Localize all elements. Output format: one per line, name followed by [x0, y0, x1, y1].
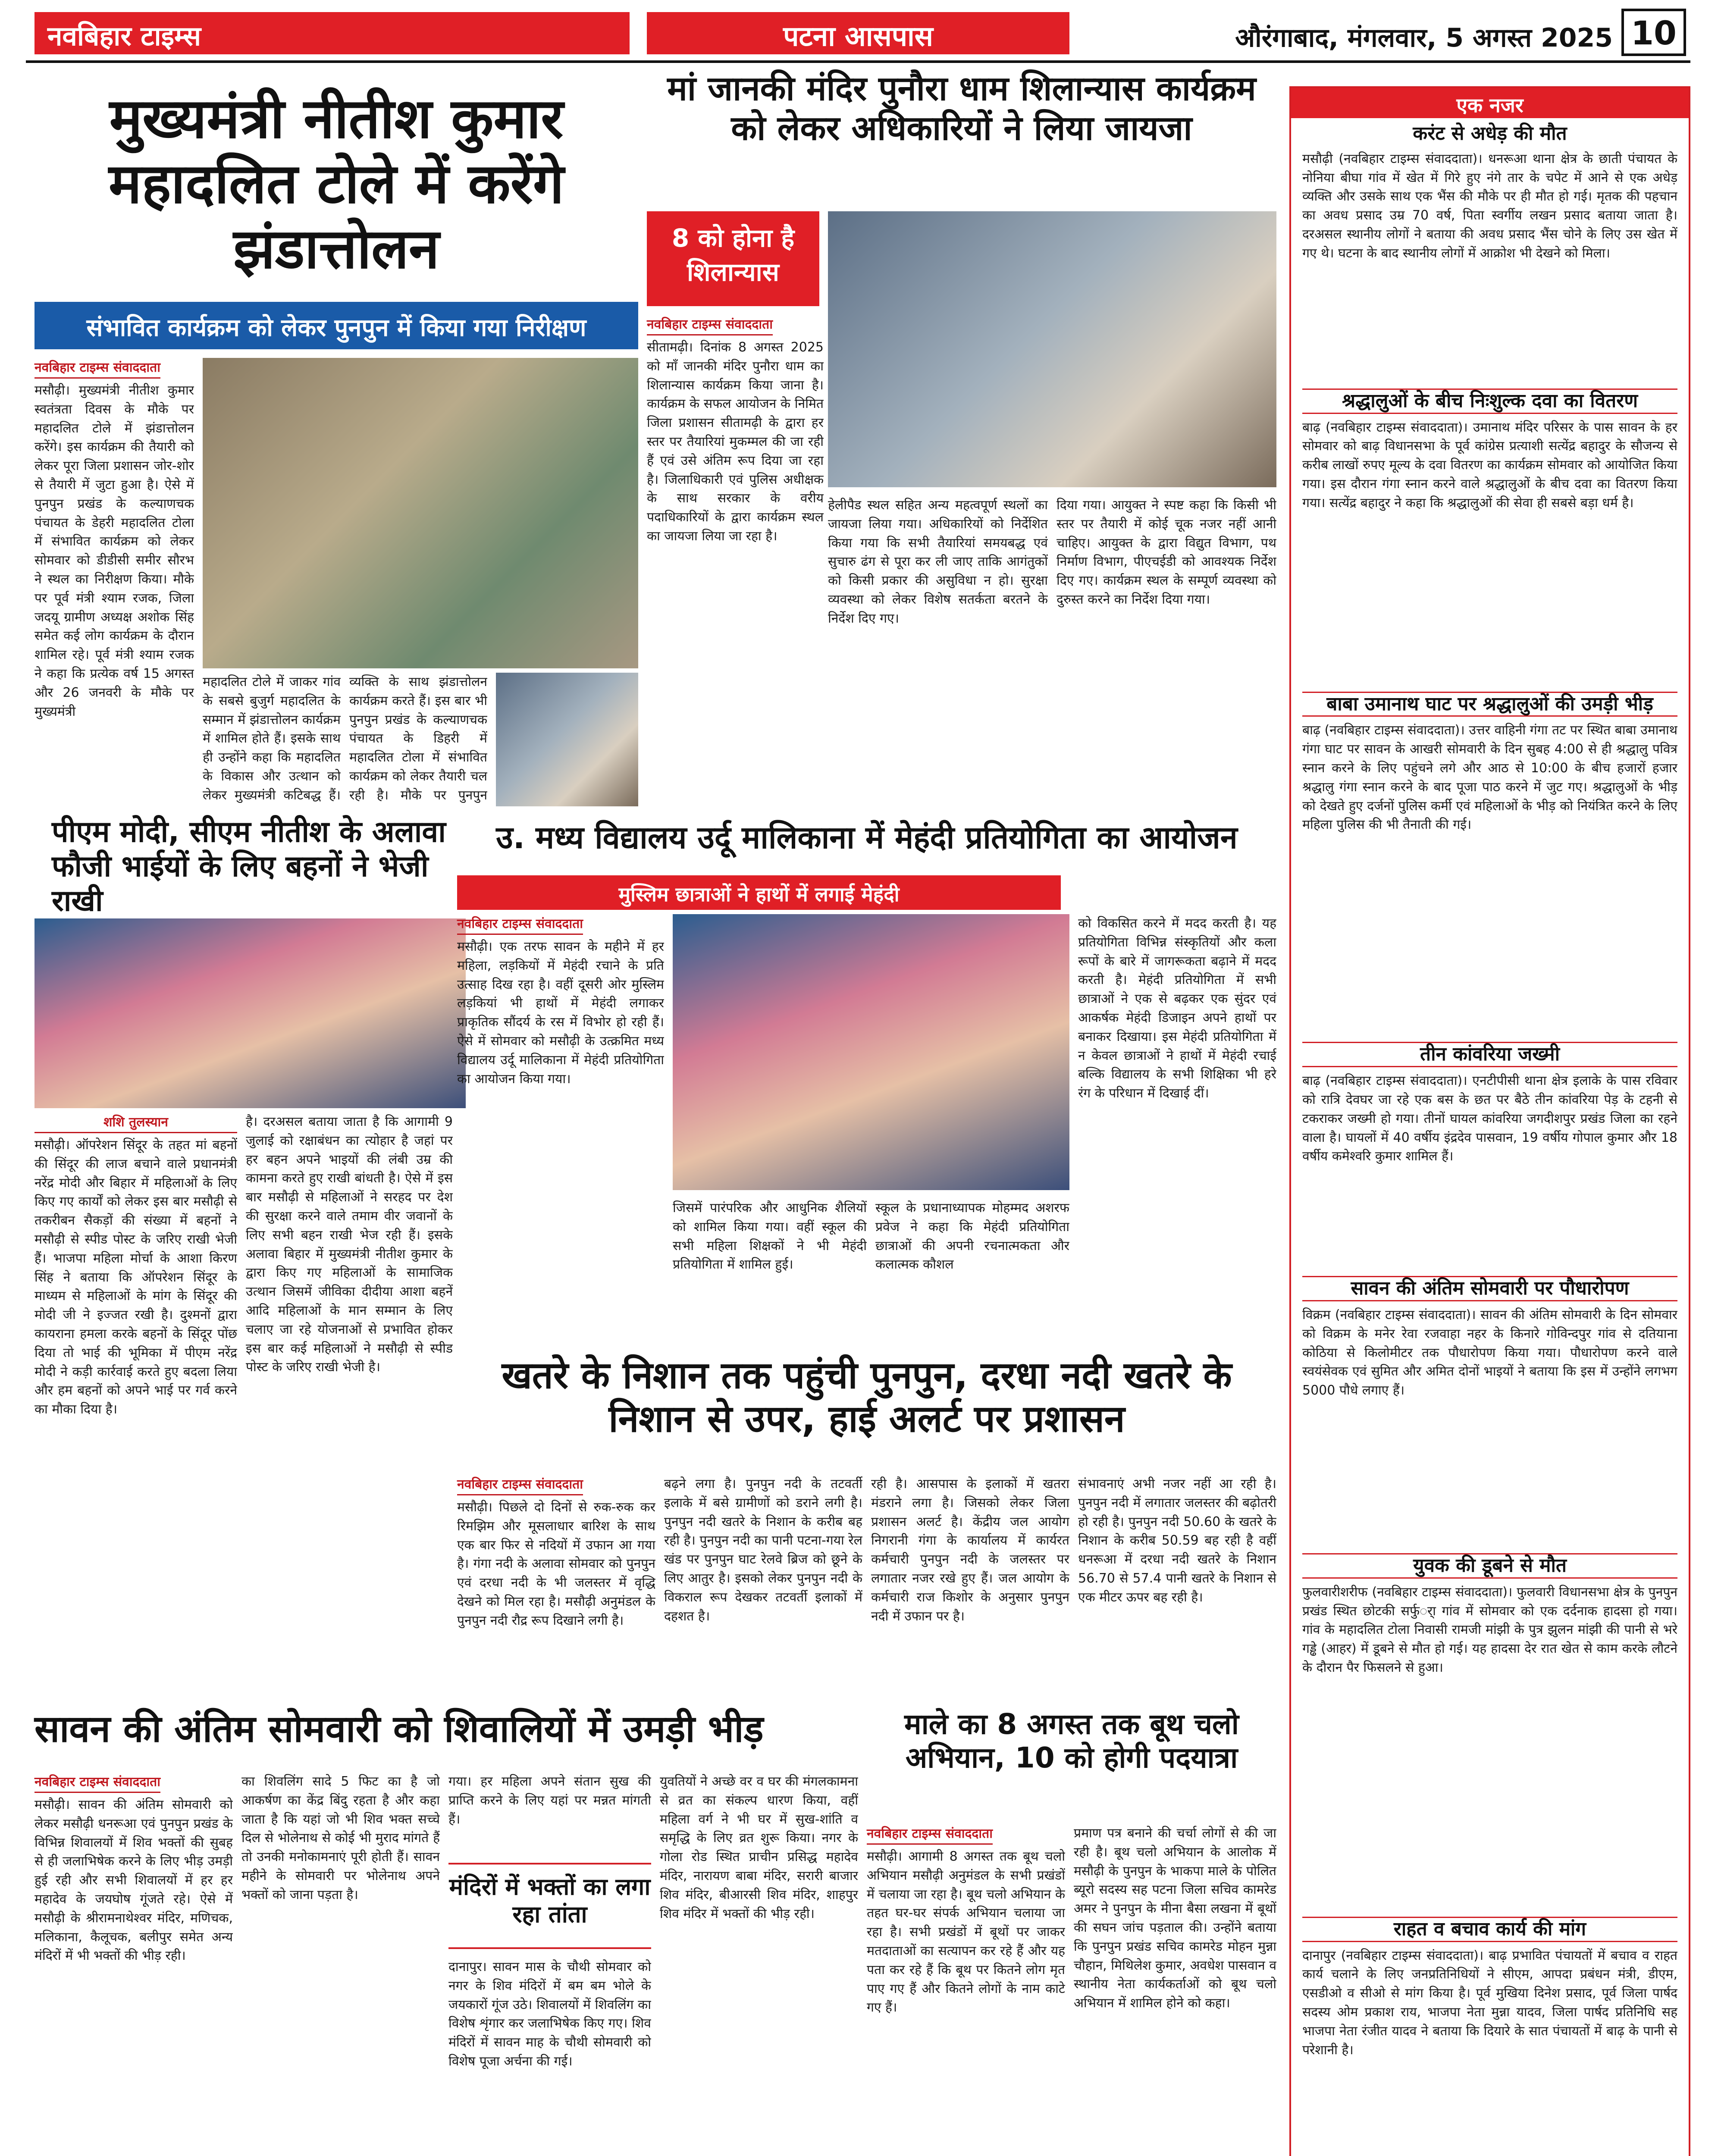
sidebar-item-4-body: विक्रम (नवबिहार टाइम्स संवाददाता)। सावन की अंतिम सोमवारी के दिन सोमवार को विक्रम के मनेर रेवा रजवाहा नहर के किनारे गोविन्दपुर गांव से दतियाना कोठिया से किलोमीटर तक पौधारोपण किया गया। पौधारोपण करने वाले स्वयंसेवक एवं सुमित और अमित दोनों भाइयों ने बताया कि इस में उन्होंने लगभग 5000 पौधे लगाए हैं। — [1302, 1307, 1677, 1398]
masthead-rule — [26, 60, 1690, 63]
article3-body1: सीतामढ़ी। दिनांक 8 अगस्त 2025 को माँ जानकी मंदिर पुनौरा धाम का शिलान्यास कार्यक्रम किया जाना है। कार्यक्रम के सफल आयोजन के निमित जिला प्रशासन सीतामढ़ी के द्वारा हर स्तर पर तैयारियां मुकम्मल की जा रही हैं एवं उसे अंतिम रूप दिया जा रहा है। जिलाधिकारी एवं पुलिस अधीक्षक के साथ सरकार के वरीय पदाधिकारियों के द्वारा कार्यक्रम स्थल का जायजा लिया जा रहा है। — [647, 340, 824, 544]
article5-col1 — [457, 1475, 655, 1699]
article4-body2: जिसमें पारंपरिक और आधुनिक शैलियों को शामिल किया गया। वहीं स्कूल की सभी महिला शिक्षकों ने भी मेहंदी प्रतियोगिता में शामिल हुई। — [673, 1200, 867, 1272]
article6-body3: गया। हर महिला अपने संतान सुख की प्राप्ति करने के लिए यहां पर मन्नत मांगती हैं। — [448, 1774, 651, 1827]
article6-headline: सावन की अंतिम सोमवारी को शिवालियों में उमड़ी भीड़ — [34, 1708, 764, 1751]
paper-name: नवबिहार टाइम्स — [34, 12, 630, 54]
article4-col1 — [457, 914, 664, 1337]
article6-inset-headline: मंदिरों में भक्तों का लगा रहा तांता — [448, 1863, 651, 1949]
sidebar-item-0-title: करंट से अधेड़ की मौत — [1413, 122, 1567, 144]
article7-headline: माले का 8 अगस्त तक बूथ चलो अभियान, 10 को होगी पदयात्रा — [904, 1708, 1239, 1774]
article6-byline: नवबिहार टाइम्स संवाददाता — [34, 1772, 160, 1793]
article1-headline: मुख्यमंत्री नीतीश कुमार महादलित टोले में करेंगे झंडात्तोलन — [109, 87, 564, 282]
article4-body3: स्कूल के प्रधानाध्यापक मोहम्मद अशरफ प्रवेज ने कहा कि मेहंदी प्रतियोगिता छात्राओं की अपनी रचनात्मकता और कलात्मक कौशल — [875, 1200, 1069, 1272]
sidebar-item-4-title: सावन की अंतिम सोमवारी पर पौधारोपण — [1302, 1276, 1677, 1301]
article3-photo — [828, 211, 1276, 487]
article4-headline: उ. मध्य विद्यालय उर्दू मालिकाना में मेहंदी प्रतियोगिता का आयोजन — [496, 819, 1238, 856]
article6-body5: युवतियों ने अच्छे वर व घर की मंगलकामना से व्रत का संकल्प धारण किया, वहीं महिला वर्ग ने भी घर में सुख-शांति व समृद्धि के लिए व्रत शुरू किया। नगर के गोला रोड स्थित प्राचीन प्रसिद्ध महादेव मंदिर, नारायण बाबा मंदिर, सरारी बाजार शिव मंदिर, बीआरसी शिव मंदिर, शाहपुर शिव मंदिर में भक्तों की भीड़ रही। — [660, 1774, 858, 1921]
article1-col1 — [34, 358, 194, 806]
sidebar-item-1-body: बाढ़ (नवबिहार टाइम्स संवाददाता)। उमानाथ मंदिर परिसर के पास सावन के हर सोमवार को बाढ़ विधानसभा के पूर्व कांग्रेस प्रत्याशी सत्येंद्र बहादुर के सौजन्य से करीब लाखों रुपए मूल्य के दवा वितरण का कार्यक्रम सोमवार को आयोजित किया गया। इस दौरान गंगा स्नान करने वाले श्रद्धालुओं के बीच दवा का वितरण किया गया। सत्येंद्र बहादुर ने कहा कि श्रद्धालुओं की सेवा ही सबसे बड़ा धर्म है। — [1302, 420, 1677, 511]
article2-photo — [34, 918, 466, 1108]
article1-photo — [203, 358, 638, 668]
sidebar-item-2-body: बाढ़ (नवबिहार टाइम्स संवाददाता)। उत्तर वाहिनी गंगा तट पर स्थित बाबा उमानाथ गंगा घाट पर सावन के आखरी सोमवारी के दिन सुबह 4:00 से ही श्रद्धालु पवित्र स्नान करने के लिए पहुंचने लगे और आठ से 10:00 के बीच हजारों हजार श्रद्धालु गंगा स्नान करने के बाद पूजा पाठ करने में जुट गए। श्रद्धालुओं के भीड़ को देखते हुए दर्जनों पुलिस कर्मी एवं महिलाओं के भीड़ को नियंत्रित करने के लिए महिला पुलिस की भी तैनाती की गई। — [1302, 723, 1677, 833]
article5-body1: मसौढ़ी। पिछले दो दिनों से रुक-रुक कर रिमझिम और मूसलाधार बारिश के साथ एक बार फिर से नदियों में उफान आ गया है। गंगा नदी के अलावा सोमवार को पुनपुन एवं दरधा नदी के भी जलस्तर में वृद्धि देखने को मिल रहा है। मसौढ़ी अनुमंडल के पुनपुन नदी रौद्र रूप दिखाने लगी है। — [457, 1500, 655, 1628]
sidebar-item-1-title: श्रद्धालुओं के बीच निःशुल्क दवा का वितरण — [1302, 389, 1677, 414]
article7-body1: मसौढ़ी। आगामी 8 अगस्त तक बूथ चलो अभियान मसौढ़ी अनुमंडल के सभी प्रखंडों में चलाया जा रहा है। बूथ चलो अभियान के तहत घर-घर संपर्क अभियान चलाया जा रहा है। सभी प्रखंडों में बूथों पर जाकर मतदाताओं का सत्यापन कर रहे हैं और यह पता कर रहे हैं कि बूथ पर कितने लोग मृत पाए गए हैं और कितने लोगों के नाम काटे गए हैं। — [867, 1849, 1065, 2015]
sidebar-title: एक नजर — [1291, 88, 1689, 118]
sidebar-item-6-body: दानापुर (नवबिहार टाइम्स संवाददाता)। बाढ़ प्रभावित पंचायतों में बचाव व राहत कार्य चलाने के लिए जनप्रतिनिधियों ने सीएम, आपदा प्रबंधन मंत्री, डीएम, एसडीओ व सीओ से मांग किया है। पूर्व मुखिया दिनेश प्रसाद, पूर्व जिला पार्षद सदस्य ओम प्रकाश राय, भाजपा नेता मुन्ना यादव, जिला पार्षद प्रतिनिधि सह भाजपा नेता रंजीत यादव ने बताया कि दियारे के सात पंचायतों में बाढ़ के पानी से परेशानी है। — [1302, 1948, 1677, 2058]
article4-subhead: मुस्लिम छात्राओं ने हाथों में लगाई मेहंदी — [457, 875, 1061, 910]
article2-byline: शशि तुलस्यान — [34, 1112, 237, 1133]
dateline: औरंगाबाद, मंगलवार, 5 अगस्त 2025 — [1235, 23, 1613, 53]
article4-body1: मसौढ़ी। एक तरफ सावन के महीने में हर महिला, लड़कियों में मेहंदी रचाने के प्रति उत्साह दिख रहा है। वहीं दूसरी ओर मुस्लिम लड़कियां भी हाथों में मेहंदी लगाकर प्राकृतिक सौंदर्य के रस में विभोर हो रही हैं। ऐसे में सोमवार को मसौढ़ी के उत्क्रमित मध्य विद्यालय उर्दू मालिकाना में मेहंदी प्रतियोगिता का आयोजन किया गया। — [457, 939, 664, 1087]
article5-body2: बढ़ने लगा है। पुनपुन नदी के तटवर्ती इलाके में बसे ग्रामीणों को डराने लगी है। पुनपुन नदी खतरे के निशान के करीब बह रही है। पुनपुन नदी का पानी पटना-गया रेल खंड पर पुनपुन घाट रेलवे ब्रिज को छूने के लिए आतुर है। इसको लेकर पुनपुन नदी के विकराल रूप देखकर तटवर्ती इलाकों में दहशत है। — [664, 1476, 862, 1624]
article1-byline: नवबिहार टाइम्स संवाददाता — [34, 358, 160, 379]
sidebar-item-5-title: युवक की डूबने से मौत — [1302, 1553, 1677, 1579]
article3-body3: दिया गया। आयुक्त ने स्पष्ट कहा कि किसी भी स्तर पर तैयारी में कोई चूक नजर नहीं आनी चाहिए। आयुक्त के द्वारा विद्युत विभाग, पथ निर्माण विभाग, पीएचईडी को आवश्यक निर्देश दिए गए। कार्यक्रम स्थल के सम्पूर्ण व्यवस्था को दुरुस्त करने का निर्देश दिया गया। — [1057, 498, 1276, 607]
article7-col1 — [867, 1824, 1065, 2156]
article1-body2: महादलित टोले में जाकर गांव के सबसे बुजुर्ग महादलित के सम्मान में झंडात्तोलन कार्यक्रम में शामिल होते हैं। इसके साथ ही उन्होंने कहा कि महादलित के विकास और उत्थान को लेकर मुख्यमंत्री कटिबद्ध हैं। — [203, 674, 341, 803]
article2-headline: पीएम मोदी, सीएम नीतीश के अलावा फौजी भाईयों के लिए बहनों ने भेजी राखी — [52, 815, 446, 918]
article5-headline: खतरे के निशान तक पहुंची पुनपुन, दरधा नदी खतरे के निशान से उपर, हाई अलर्ट पर प्रशासन — [502, 1354, 1232, 1441]
article3-kicker: 8 को होना है शिलान्यास — [647, 211, 819, 306]
article6-body2: का शिवलिंग सादे 5 फिट का है जो आकर्षण का केंद्र बिंदु रहता है और कहा जाता है कि यहां जो भी शिव भक्त सच्चे दिल से भोलेनाथ से कोई भी मुराद मांगते हैं तो उनकी मनोकामनाएं पूरी होती हैं। सावन महीने के सोमवारी पर भोलेनाथ अपने भक्तों को जाना पड़ता है। — [241, 1774, 440, 1902]
article4-body4: को विकसित करने में मदद करती है। यह प्रतियोगिता विभिन्न संस्कृतियों और कला रूपों के बारे में जागरूकता बढ़ाने में मदद करती है। मेहंदी प्रतियोगिता में सभी छात्राओं ने एक से बढ़कर एक सुंदर एवं आकर्षक मेहंदी डिजाइन अपने हाथों पर बनाकर दिखाया। इस मेहंदी प्रतियोगिता में न केवल छात्राओं ने हाथों में मेहंदी रचाई बल्कि विद्यालय के सभी शिक्षिका भी हरे रंग के परिधान में दिखाई दीं। — [1078, 916, 1276, 1101]
article1-subhead: संभावित कार्यक्रम को लेकर पुनपुन में किया गया निरीक्षण — [34, 302, 638, 349]
article3-body2: हेलीपैड स्थल सहित अन्य महत्वपूर्ण स्थलों का जायजा लिया गया। अधिकारियों को निर्देशित किया गया कि सभी तैयारियां समयबद्ध एवं सुचारु ढंग से पूरा कर ली जाए ताकि आगंतुकों को किसी प्रकार की असुविधा न हो। सुरक्षा व्यवस्था को लेकर विशेष सतर्कता बरतने के निर्देश दिए गए। — [828, 498, 1048, 626]
article7-body2: प्रमाण पत्र बनाने की चर्चा लोगों से की जा रही है। बूथ चलो अभियान के आलोक में मसौढ़ी के पुनपुन के भाकपा माले के पोलित ब्यूरो सदस्य सह पटना जिला सचिव कामरेड अमर ने पुनपुन के मीना बैसा लखना में बूथों की सघन जांच पड़ताल की। उन्होंने बताया कि पुनपुन प्रखंड सचिव कामरेड मोहन मुन्ना चौहान, मिथिलेश कुमार, अवधेश पासवान व स्थानीय नेता कार्यकर्ताओं को बूथ चलो अभियान में शामिल होने को कहा। — [1074, 1826, 1276, 2011]
article1-photo-small — [496, 673, 638, 806]
article6-col1 — [34, 1772, 233, 2156]
page-number: 10 — [1621, 9, 1686, 56]
sidebar-item-3-body: बाढ़ (नवबिहार टाइम्स संवाददाता)। एनटीपीसी थाना क्षेत्र इलाके के पास रविवार को रात्रि देवघर जा रहे एक बस के छत पर बैठे तीन कांवरिया पेड़ के टहनी से टकराकर जख्मी हो गया। तीनों घायल कांवरिया जगदीशपुर प्रखंड जिला का रहने वाला है। घायलों में 40 वर्षीय इंद्रदेव पासवान, 19 वर्षीय गोपाल कुमार और 18 वर्षीय कमेश्वरि कुमार शामिल हैं। — [1302, 1073, 1677, 1164]
sidebar-item-3-title: तीन कांवरिया जख्मी — [1302, 1042, 1677, 1067]
section-title: पटना आसपास — [647, 12, 1069, 54]
article2-body1: मसौढ़ी। ऑपरेशन सिंदूर के तहत मां बहनों की सिंदूर की लाज बचाने वाले प्रधानमंत्री नरेंद्र मोदी और बिहार में महिलाओं के लिए किए गए कार्यों को लेकर इस बार मसौढ़ी से तकरीबन सैकड़ों की संख्या में बहनों ने मसौढ़ी से स्पीड पोस्ट के जरिए राखी भेजी हैं। भाजपा महिला मोर्चा के आशा किरण सिंह ने बताया कि ऑपरेशन सिंदूर के माध्यम से महिलाओं के मांग के सिंदूर की मोदी जी ने इज्जत रखी है। दुश्मनों द्वारा कायराना हमला करके बहनों के सिंदूर पोंछ दिया तो भाई की भूमिका में पीएम नरेंद्र मोदी ने कड़ी कार्रवाई करते हुए बदला लिया और हम बहनों को अपने भाई पर गर्व करने का मौका दिया है। — [34, 1138, 237, 1417]
sidebar-item-2-title: बाबा उमानाथ घाट पर श्रद्धालुओं की उमड़ी भीड़ — [1302, 692, 1677, 717]
article4-photo — [673, 914, 1069, 1190]
article5-byline: नवबिहार टाइम्स संवाददाता — [457, 1475, 583, 1495]
article2-body2: है। दरअसल बताया जाता है कि आगामी 9 जुलाई को रक्षाबंधन का त्योहार है जहां पर हर बहन अपने भाइयों की लंबी उम्र की कामना करते हुए राखी बांधती है। ऐसे में इस बार मसौढ़ी से महिलाओं ने सरहद पर देश की सुरक्षा करने वाले तमाम वीर जवानों के लिए सभी बहन राखी भेज रही हैं। इसके अलावा बिहार में मुख्यमंत्री नीतीश कुमार के द्वारा किए गए महिलाओं के सामाजिक उत्थान जिसमें जीविका दीदीया आशा बहनें आदि महिलाओं के मान सम्मान के लिए चलाए जा रहे योजनाओं से प्रभावित होकर इस बार कई महिलाओं ने मसौढ़ी से स्पीड पोस्ट के जरिए राखी भेजी है। — [246, 1114, 453, 1375]
article6-body1: मसौढ़ी। सावन की अंतिम सोमवारी को लेकर मसौढ़ी धनरूआ एवं पुनपुन प्रखंड के विभिन्न शिवालयों में शिव भक्तों की सुबह से ही जलाभिषेक करने के लिए भीड़ उमड़ी हुई रही और सभी शिवालयों में हर हर महादेव के जयघोष गूंजते रहे। ऐसे में मसौढ़ी के श्रीरामनाथेश्वर मंदिर, मणिचक, मलिकाना, कैलूचक, बलीपुर समेत अन्य मंदिरों में भी भक्तों की भीड़ रही। — [34, 1797, 233, 1964]
article4-byline: नवबिहार टाइम्स संवाददाता — [457, 914, 583, 935]
article6-body4: दानापुर। सावन मास के चौथी सोमवार को नगर के शिव मंदिरों में बम बम भोले के जयकारों गूंज उठे। शिवालयों में शिवलिंग का विशेष शृंगार कर जलाभिषेक किए गए। शिव मंदिरों में सावन माह के चौथी सोमवारी को विशेष पूजा अर्चना की गई। — [448, 1959, 651, 2069]
article5-body4: संभावनाएं अभी नजर नहीं आ रही है। पुनपुन नदी में लगातार जलस्तर की बढ़ोतरी हो रही है। पुनपुन नदी 50.60 के खतरे के निशान के करीब 50.59 बह रही है वहीं धनरूआ में दरधा नदी खतरे के निशान 56.70 से 57.4 पानी खतरे के निशान से एक मीटर ऊपर बह रही है। — [1078, 1476, 1276, 1605]
article1-body3: व्यक्ति के साथ झंडात्तोलन कार्यक्रम करते हैं। इस बार भी पुनपुन प्रखंड के कल्याणचक पंचायत के डिहरी में महादलित टोला में संभावित कार्यक्रम को लेकर तैयारी चल रही है। मौके पर पुनपुन — [349, 674, 487, 803]
article3-col1 — [647, 315, 824, 819]
article7-byline: नवबिहार टाइम्स संवाददाता — [867, 1824, 993, 1845]
article2-col1 — [34, 1112, 237, 1690]
article1-body1: मसौढ़ी। मुख्यमंत्री नीतीश कुमार स्वतंत्रता दिवस के मौके पर महादलित टोले में झंडात्तोलन करेंगे। इस कार्यक्रम की तैयारी को लेकर पूरा जिला प्रशासन जोर-शोर से तैयारी में जुटा हुआ है। ऐसे में पुनपुन प्रखंड के कल्याणचक पंचायत के डेहरी महादलित टोला में संभावित कार्यक्रम को लेकर सोमवार को डीडीसी समीर सौरभ ने स्थल का निरीक्षण किया। मौके पर पूर्व मंत्री श्याम रजक, जिला जदयू ग्रामीण अध्यक्ष अशोक सिंह समेत कई लोग कार्यक्रम के दौरान शामिल रहे। पूर्व मंत्री श्याम रजक ने कहा कि प्रत्येक वर्ष 15 अगस्त और 26 जनवरी के मौके पर मुख्यमंत्री — [34, 383, 194, 719]
article3-headline: मां जानकी मंदिर पुनौरा धाम शिलान्यास कार्यक्रम को लेकर अधिकारियों ने लिया जायजा — [667, 69, 1256, 148]
sidebar-item-0-body: मसौढ़ी (नवबिहार टाइम्स संवाददाता)। धनरूआ थाना क्षेत्र के छाती पंचायत के नोनिया बीघा गांव में खेत में गिरे हुए नंगे तार के चपेट में आने से एक अधेड़ व्यक्ति और उसके साथ एक भैंस की मौके पर ही मौत हो गई। मृतक की पहचान का अवध प्रसाद उम्र 70 वर्ष, पिता स्वर्गीय लखन प्रसाद बताया जाता है। दरअसल स्थानीय लोगों ने बताया की अवध प्रसाद भैंस चोने के लिए उस खेत में गए थे। घटना के बाद स्थानीय लोगों में आक्रोश भी देखने को मिला। — [1302, 151, 1677, 261]
sidebar-item-5-body: फुलवारीशरीफ (नवबिहार टाइम्स संवाददाता)। फुलवारी विधानसभा क्षेत्र के पुनपुन प्रखंड स्थित छोटकी सर्फुर्ा गांव में सोमवार को एक दर्दनाक हादसा हो गया। गांव के महादलित टोला निवासी रामजी मांझी के पुत्र झुलन मांझी की पानी से भरे गड्ढे (आहर) में डूबने से मौत हो गई। यह हादसा देर रात खेत से काम करके लौटने के दौरान पैर फिसलने से हुआ। — [1302, 1584, 1677, 1675]
sidebar-ek-nazar — [1289, 86, 1690, 2156]
article5-body3: रही है। आसपास के इलाकों में खतरा मंडराने लगा है। जिसको लेकर जिला प्रशासन अलर्ट है। केंद्रीय जल आयोग निगरानी गंगा के कार्यालय में कार्यरत कर्मचारी पुनपुन नदी के जलस्तर पर लगातार नजर रखे हुए हैं। जल आयोग के कर्मचारी राज किशोर के अनुसार पुनपुन नदी में उफान पर है। — [871, 1476, 1069, 1624]
sidebar-item-6-title: राहत व बचाव कार्य की मांग — [1302, 1917, 1677, 1942]
article3-byline: नवबिहार टाइम्स संवाददाता — [647, 315, 773, 335]
